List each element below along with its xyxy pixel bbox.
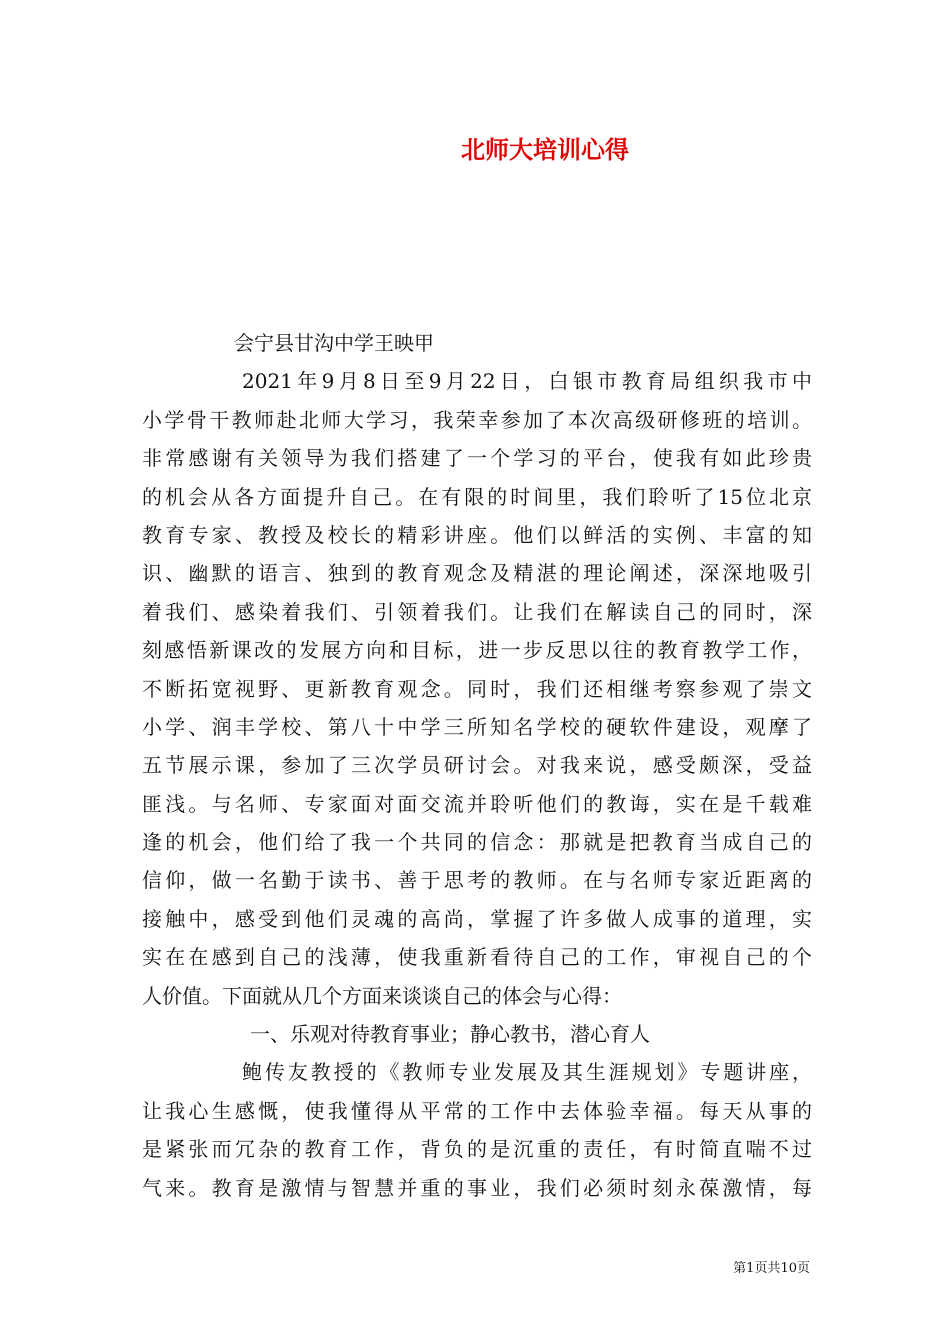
paragraph-line: 是紧张而冗杂的教育工作，背负的是沉重的责任，有时简直喘不过 [142, 1137, 812, 1162]
paragraph-line: 的机会从各方面提升自己。在有限的时间里，我们聆听了15位北京 [142, 484, 812, 509]
paragraph-line: 逢的机会，他们给了我一个共同的信念：那就是把教育当成自己的 [142, 830, 812, 855]
paragraph-line: 五节展示课，参加了三次学员研讨会。对我来说，感受颇深，受益 [142, 753, 812, 778]
paragraph-line: 着我们、感染着我们、引领着我们。让我们在解读自己的同时，深 [142, 599, 812, 624]
paragraph-line: 小学、润丰学校、第八十中学三所知名学校的硬软件建设，观摩了 [142, 714, 812, 739]
paragraph-line: 气来。教育是激情与智慧并重的事业，我们必须时刻永葆激情，每 [142, 1175, 812, 1200]
paragraph-line: 人价值。下面就从几个方面来谈谈自己的体会与心得： [142, 983, 622, 1008]
paragraph-line: 刻感悟新课改的发展方向和目标，进一步反思以往的教育教学工作， [142, 638, 812, 663]
paragraph-line: 教育专家、教授及校长的精彩讲座。他们以鲜活的实例、丰富的知 [142, 522, 812, 547]
paragraph-line: 小学骨干教师赴北师大学习，我荣幸参加了本次高级研修班的培训。 [142, 407, 812, 432]
paragraph-line: 非常感谢有关领导为我们搭建了一个学习的平台，使我有如此珍贵 [142, 446, 812, 471]
paragraph-line: 2021年9月8日至9月22日，白银市教育局组织我市中 [242, 369, 812, 394]
paragraph-line: 匪浅。与名师、专家面对面交流并聆听他们的教诲，实在是千载难 [142, 791, 812, 816]
author-line: 会宁县甘沟中学王映甲 [234, 331, 434, 355]
paragraph-line: 接触中，感受到他们灵魂的高尚，掌握了许多做人成事的道理，实 [142, 906, 812, 931]
section-heading: 一、乐观对待教育事业；静心教书，潜心育人 [250, 1022, 650, 1047]
paragraph-line: 鲍传友教授的《教师专业发展及其生涯规划》专题讲座， [242, 1060, 812, 1085]
paragraph-line: 信仰，做一名勤于读书、善于思考的教师。在与名师专家近距离的 [142, 868, 812, 893]
paragraph-line: 不断拓宽视野、更新教育观念。同时，我们还相继考察参观了崇文 [142, 676, 812, 701]
document-title: 北师大培训心得 [461, 135, 629, 164]
document-body [142, 324, 812, 1207]
paragraph-line: 让我心生感慨，使我懂得从平常的工作中去体验幸福。每天从事的 [142, 1098, 812, 1123]
page-footer: 第1页共10页 [733, 1261, 810, 1276]
paragraph-line: 实在在感到自己的浅薄，使我重新看待自己的工作，审视自己的个 [142, 945, 812, 970]
paragraph-line: 识、幽默的语言、独到的教育观念及精湛的理论阐述，深深地吸引 [142, 561, 812, 586]
